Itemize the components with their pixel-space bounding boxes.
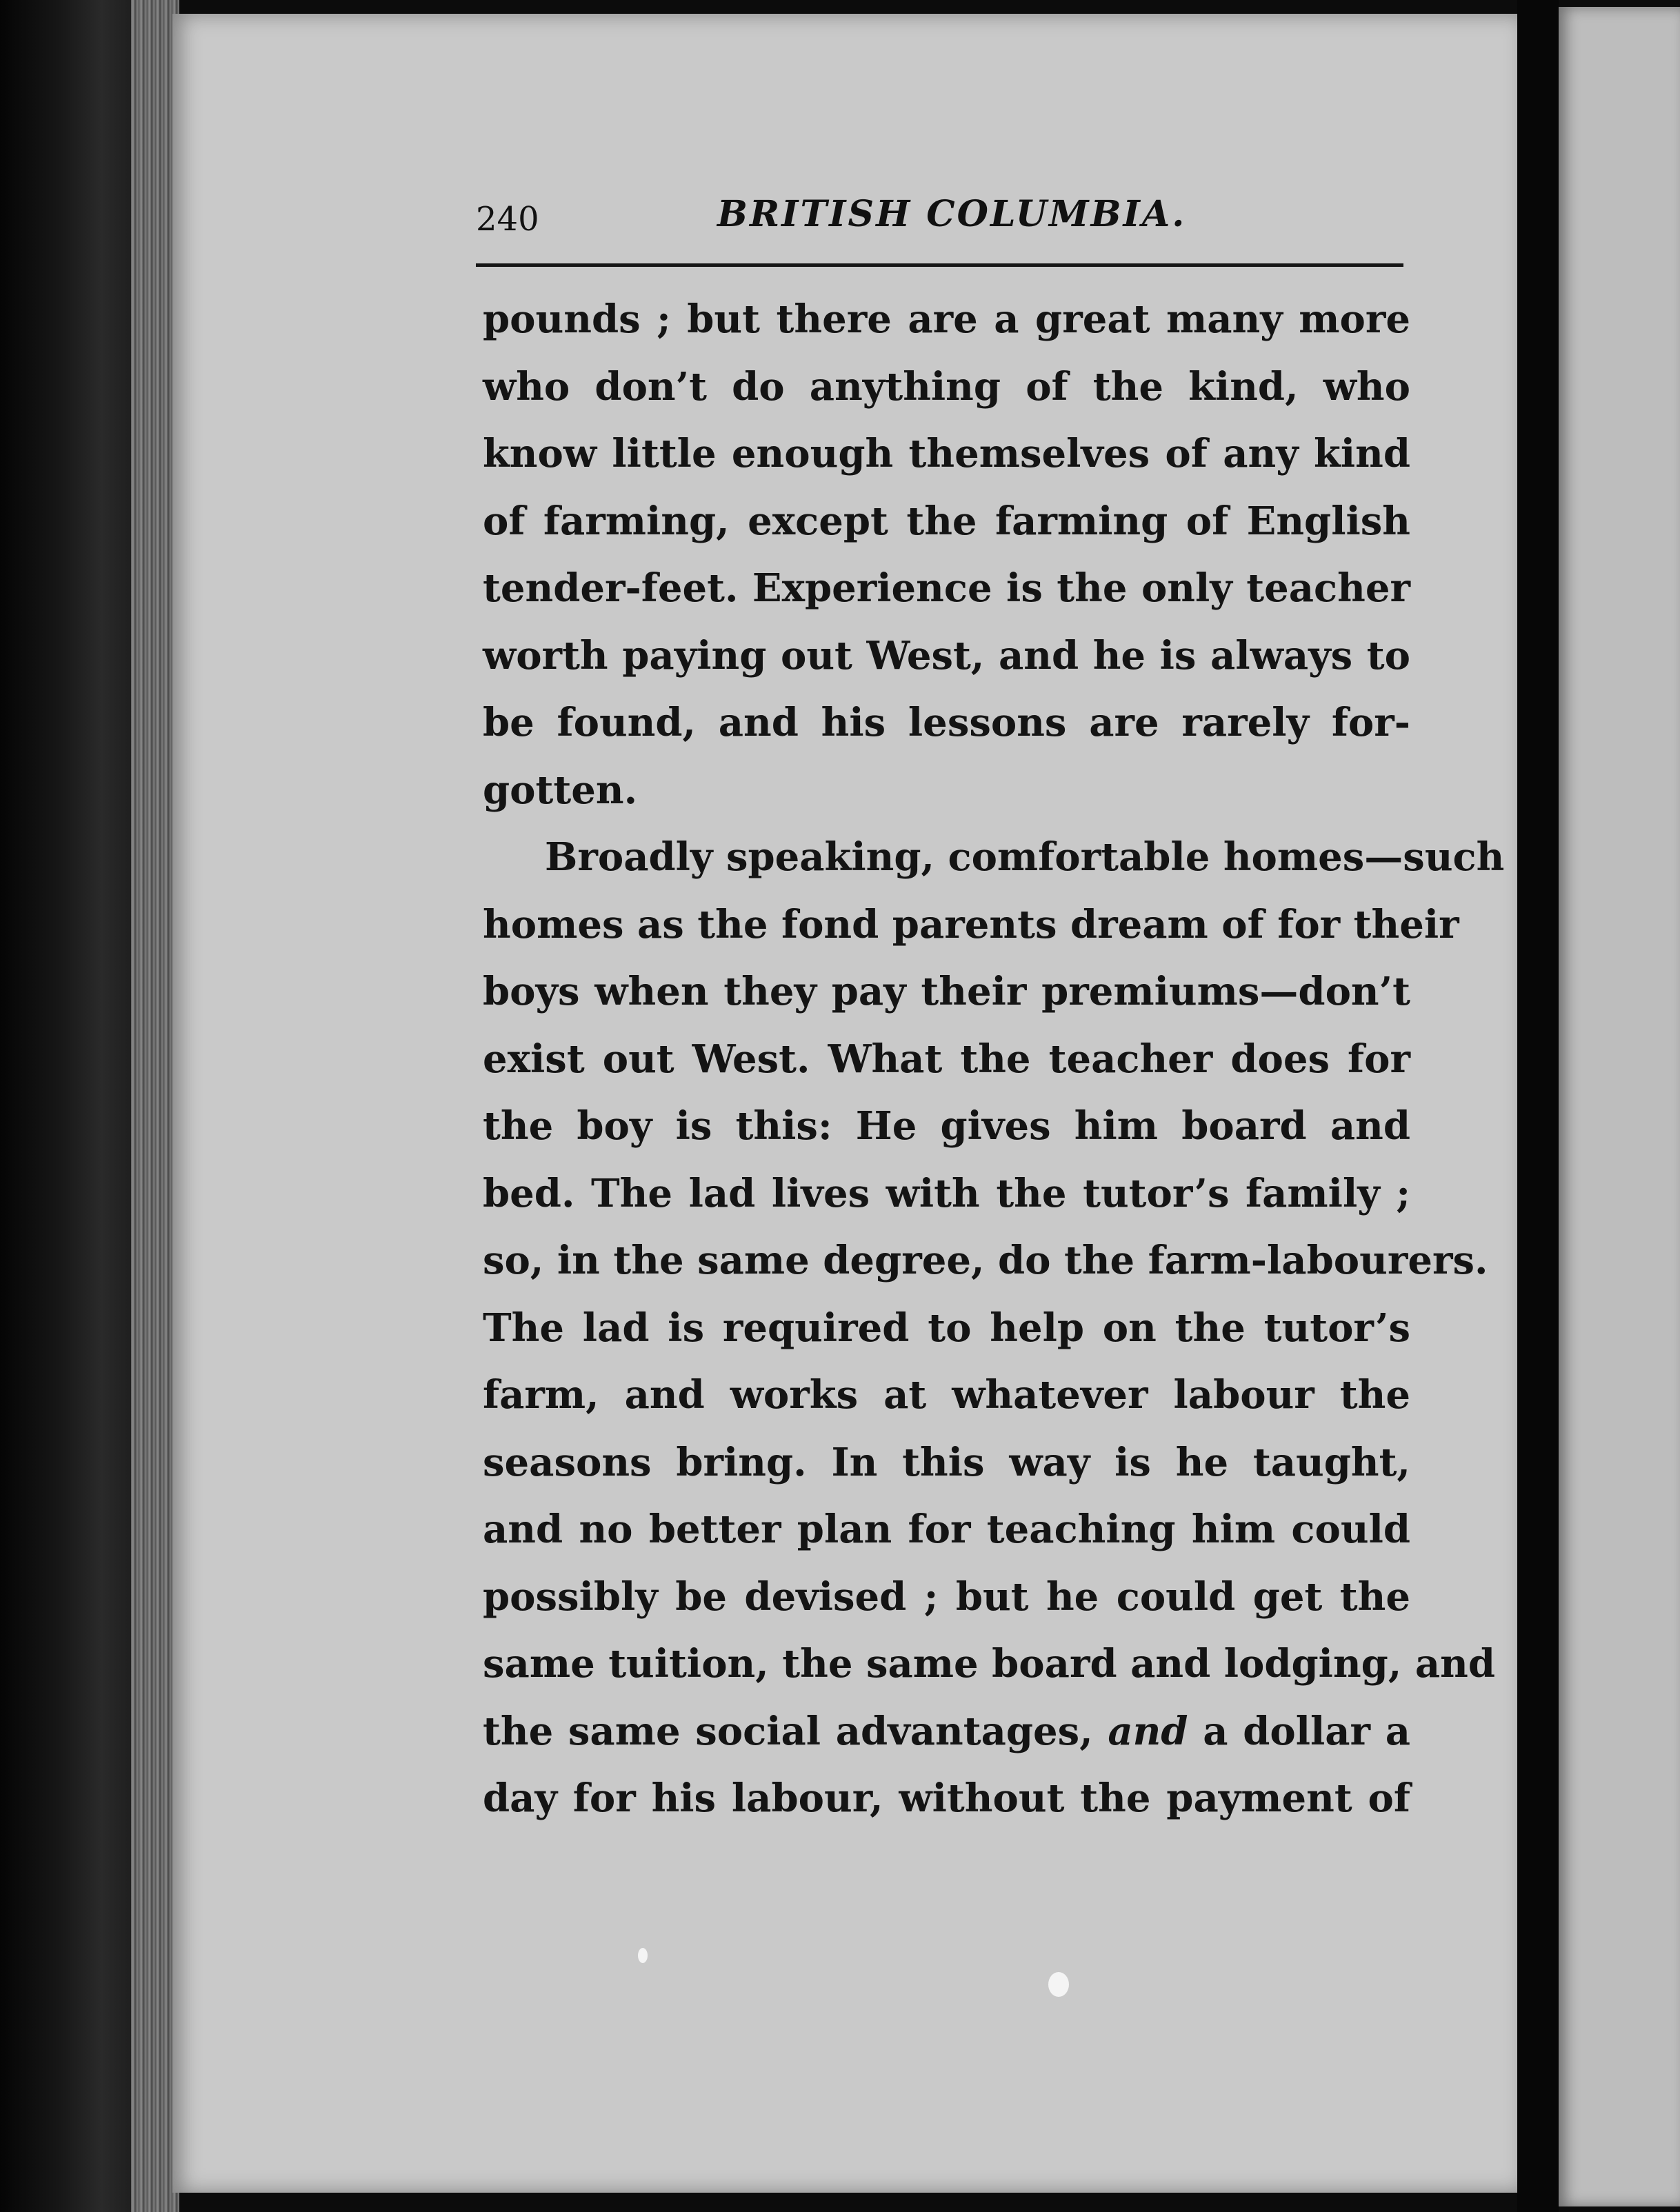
text-line: possibly be devised ; but he could get the (483, 1573, 1410, 1620)
text-line: bed. The lad lives with the tutor’s family ; (483, 1170, 1410, 1216)
book-binding (0, 0, 145, 2212)
text-line: who don’t do anything of the kind, who (483, 363, 1410, 410)
running-title: BRITISH COLUMBIA. (717, 193, 1187, 235)
text-line: farm, and works at whatever labour the (483, 1372, 1410, 1418)
text-line: tender-feet. Experience is the only teacher (483, 565, 1410, 611)
facing-page-edge (1559, 7, 1680, 2206)
text-line: know little enough themselves of any kind (483, 431, 1410, 476)
text-line: exist out West. What the teacher does for (483, 1036, 1410, 1082)
text-line: seasons bring. In this way is he taught, (483, 1439, 1410, 1485)
gutter (1517, 0, 1559, 2212)
text-line: day for his labour, without the payment of (483, 1776, 1410, 1821)
text-line: Broadly speaking, comfortable homes—such (545, 834, 1505, 880)
text-line: The lad is required to help on the tutor’s (483, 1305, 1410, 1351)
page-header (476, 193, 1407, 248)
text-line: worth paying out West, and he is always to (483, 632, 1410, 678)
header-rule (476, 263, 1403, 267)
italic-word: and (1108, 1708, 1188, 1754)
text-segment: the same social advantages, (483, 1708, 1093, 1754)
text-line: be found, and his lessons are rarely for- (483, 700, 1410, 745)
text-line: the boy is this: He gives him board and (483, 1103, 1410, 1149)
text-line: and no better plan for teaching him could (483, 1507, 1410, 1552)
text-line: homes as the fond parents dream of for their (483, 901, 1459, 947)
text-line: boys when they pay their premiums—don’t (483, 969, 1410, 1014)
paper-speck (638, 1948, 648, 1963)
text-line: gotten. (483, 767, 638, 813)
text-line: so, in the same degree, do the farm-labourers. (483, 1238, 1488, 1283)
page-number: 240 (476, 200, 539, 239)
text-line: of farming, except the farming of English (483, 498, 1410, 544)
body-text (483, 286, 1505, 1833)
paper-speck (1048, 1972, 1069, 1997)
text-line: pounds ; but there are a great many more (483, 296, 1410, 342)
text-line-with-emphasis (483, 1698, 1410, 1766)
text-line: same tuition, the same board and lodging, and (483, 1641, 1495, 1687)
text-segment: a dollar a (1203, 1708, 1411, 1754)
